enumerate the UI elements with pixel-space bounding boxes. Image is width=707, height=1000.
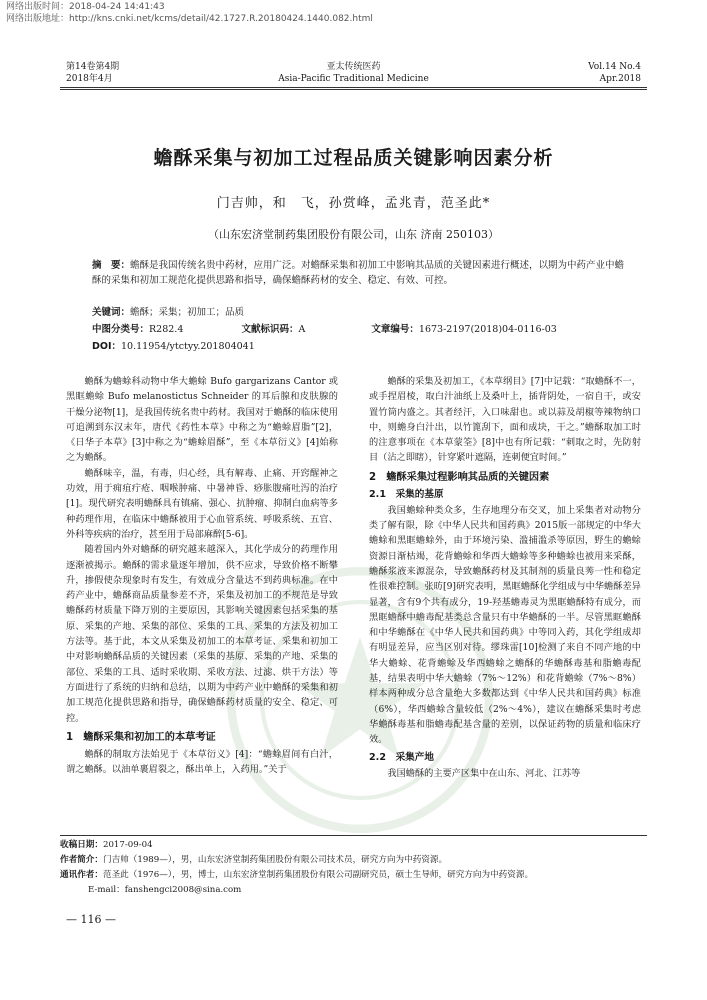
clc-value: R282.4 [149,324,184,335]
doi-line [92,340,652,353]
online-publish-time: 网络出版时间：2018-04-24 14:41:43 [6,2,165,12]
author-list: 门吉帅，和 飞，孙赏峰，孟兆青，范圣此* [216,196,491,211]
journal-name-en: Asia-Pacific Traditional Medicine [278,74,429,84]
paragraph: 蟾酥的采集及初加工，《本草纲目》[7]中记载：“取蟾酥不一，或手捏眉棱，取白汁油纸上及桑叶上，插背阴处，一宿自干，或安置竹筒内盛之。其者经汗，入口味甜也。或以蒜及胡椒等辣物纳口中，则蟾身白汁出，以竹篦刮下，面和成块，干之。”蟾酥取加工时的注意事项在《本草蒙筌》[8]中也有所记载：“刺取之时，先防射目（沾之即瞎），针穿紧叶遮隔，连刺便宜时间。” [369,376,641,464]
abstract-label: 摘 要： [92,260,131,271]
article-number-label: 文章编号： [371,324,419,335]
journal-name-cn: 亚太传统医药 [326,62,381,72]
section-heading-2: 2 蟾酥采集过程影响其品质的关键因素 [369,471,550,483]
page-number: — 116 — [66,913,116,926]
header-rule-bottom [60,89,647,90]
keywords-text: 蟾酥；采集；初加工；品质 [130,307,245,318]
abstract [92,258,630,288]
footnote-rule [60,835,647,836]
paragraph: 蟾酥为蟾蜍科动物中华大蟾蜍 Bufo gargarizans Cantor 或黑眶蟾蜍 Bufo melanostictus Schneider 的耳后腺和皮肤腺的干燥分泌物[1]，是我国传统名贵中药材。我国对于蟾酥的临床使用可追溯到东汉末年，唐代《药性本草》中称之为“蟾蜍眉脂”[2]，《日华子本草》[3]中称之为“蟾蜍眉酥”，至《本草衍义》[4]始称之为蟾酥。 [66,376,338,464]
clc-label: 中图分类号： [92,324,150,335]
section-heading-1: 1 蟾酥采集和初加工的本草考证 [66,731,216,743]
date-en: Apr.2018 [599,74,641,84]
paragraph: 我国蟾蜍种类众多，生存地理分布交叉，加上采集者对动物分类了解有限，除《中华人民共和国药典》2015版一部规定的中华大蟾蜍和黑眶蟾蜍外，由于环境污染、滥捕滥杀等原因，野生的蟾蜍资源日渐枯竭，花背蟾蜍和华西大蟾蜍等多种蟾蜍也被用来采酥，蟾酥浆液来源混杂，导致蟾酥药材及其制剂的质量良莠一性和稳定性很难控制。张昉[9]研究表明，黑眶蟾酥化学组成与中华蟾酥差异显著，含有9个共有成分，19-羟基蟾毒灵为黑眶蟾酥特有成分，而黑眶蟾酥中蟾毒配基类总含量只有中华蟾酥的一半。尽管黑眶蟾酥和中华蟾酥在《中华人民共和国药典》中等同入药，其化学组成却有明显差异，应当区别对待。缪珠雷[10]检测了来自不同产地的中华大蟾蜍、花背蟾蜍及华西蟾蜍之蟾酥的华蟾酥毒基和脂蟾毒配基，结果表明中华大蟾蜍（7%～12%）和花背蟾蜍（7%～8%）样本两种成分总含量绝大多数都达到《中华人民共和国药典》标准（6%），华西蟾蜍含量较低（2%～4%），建议在蟾酥采集时考虑华蟾酥毒基和脂蟾毒配基含量的差别，以保证药物的质量和临床疗效。 [369,504,641,746]
author-bio [60,853,650,868]
author-bio-text: 门吉帅（1989—），男，山东宏济堂制药集团股份有限公司技术员，研究方向为中药资源。 [102,855,448,865]
email[interactable]: E-mail：fanshengci2008@sina.com [88,885,242,895]
affiliation: （山东宏济堂制药集团股份有限公司，山东 济南 250103） [208,228,499,241]
article-title: 蟾酥采集与初加工过程品质关键影响因素分析 [153,147,554,169]
doc-code-label: 文献标识码： [241,324,299,335]
footnotes [60,838,650,898]
online-publish-address[interactable]: 网络出版地址：http://kns.cnki.net/kcms/detail/42.1727.R.20180424.1440.082.html [6,14,373,24]
volume-en: Vol.14 No.4 [588,62,641,72]
doi-label: DOI： [92,341,121,352]
keywords-label: 关键词： [92,307,131,318]
date-cn: 2018年4月 [66,74,113,84]
corresponding-author [60,868,650,883]
paragraph: 蟾酥味辛，温，有毒，归心经，具有解毒、止痛、开窍醒神之功效，用于痈疽疔疮、咽喉肿痛、中暑神昏、痧胀腹痛吐泻的治疗[1]。现代研究表明蟾酥具有镇痛、强心、抗肿瘤、抑制白血病等多种药理作用，在临床中蟾酥被用于心血管系统、呼吸系统、五官、外科等疾病的治疗，甚至用于局部麻醉[5-6]。 [66,467,338,540]
received-date [60,838,650,853]
received-label: 收稿日期： [60,840,103,850]
corresponding-label: 通讯作者： [60,870,103,880]
abstract-text: 蟾酥是我国传统名贵中药材，应用广泛。对蟾酥采集和初加工中影响其品质的关键因素进行概述，以期为中药产业中蟾酥的采集和初加工规范化提供思路和指导，确保蟾酥药材的安全、稳定、有效、可控。 [92,260,625,286]
classification-line [92,323,652,336]
keywords [92,306,652,319]
header-rule-top [60,87,647,88]
article-number-value: 1673-2197(2018)04-0116-03 [418,324,557,335]
doi-value[interactable]: 10.11954/ytctyy.201804041 [121,341,255,352]
received-value: 2017-09-04 [102,840,153,850]
author-bio-label: 作者简介： [60,855,103,865]
volume-cn: 第14卷第4期 [66,62,120,72]
paragraph: 随着国内外对蟾酥的研究越来越深入，其化学成分的药理作用逐渐被揭示。蟾酥的需求量逐年增加，供不应求，导致价格不断攀升，掺假使杂现象时有发生，有效成分含量达不到药典标准。在中药产业中，蟾酥商品质量参差不齐，采集及初加工的不规范是导致蟾酥药材质量下降万别的主要原因，其影响关键因素包括采集的基原、采集的产地、采集的部位、采集的工具、采集的方法及初加工方法等。基于此，本文从采集及初加工的本草考证、采集和初加工中对影响蟾酥品质的关键因素（采集的基原、采集的产地、采集的部位、采集的工具、适时采收期、采收方法、过滤、烘干方法）等方面进行了系统的归纳和总结，以期为中药产业中蟾酥的采集和初加工规范化提供思路和指导，确保蟾酥药材质量的安全、稳定、可控。 [66,544,338,724]
corresponding-text: 范圣此（1976—），男，博士，山东宏济堂制药集团股份有限公司副研究员，硕士生导师，研究方向为中药资源。 [102,870,534,880]
paragraph: 蟾酥的制取方法始见于《本草衍义》[4]：“蟾蜍眉间有白汁，谓之蟾酥。以油单裹眉裂之，酥出单上，入药用。”关于 [66,748,338,776]
header-right [588,61,641,85]
subsection-heading-2-1: 2.1 采集的基原 [369,488,444,500]
body-column-right [369,374,641,781]
body-column-left [66,374,338,777]
subsection-heading-2-2: 2.2 采集产地 [369,751,434,763]
doc-code-value: A [298,324,306,335]
paragraph: 我国蟾酥的主要产区集中在山东、河北、江苏等 [387,767,581,779]
